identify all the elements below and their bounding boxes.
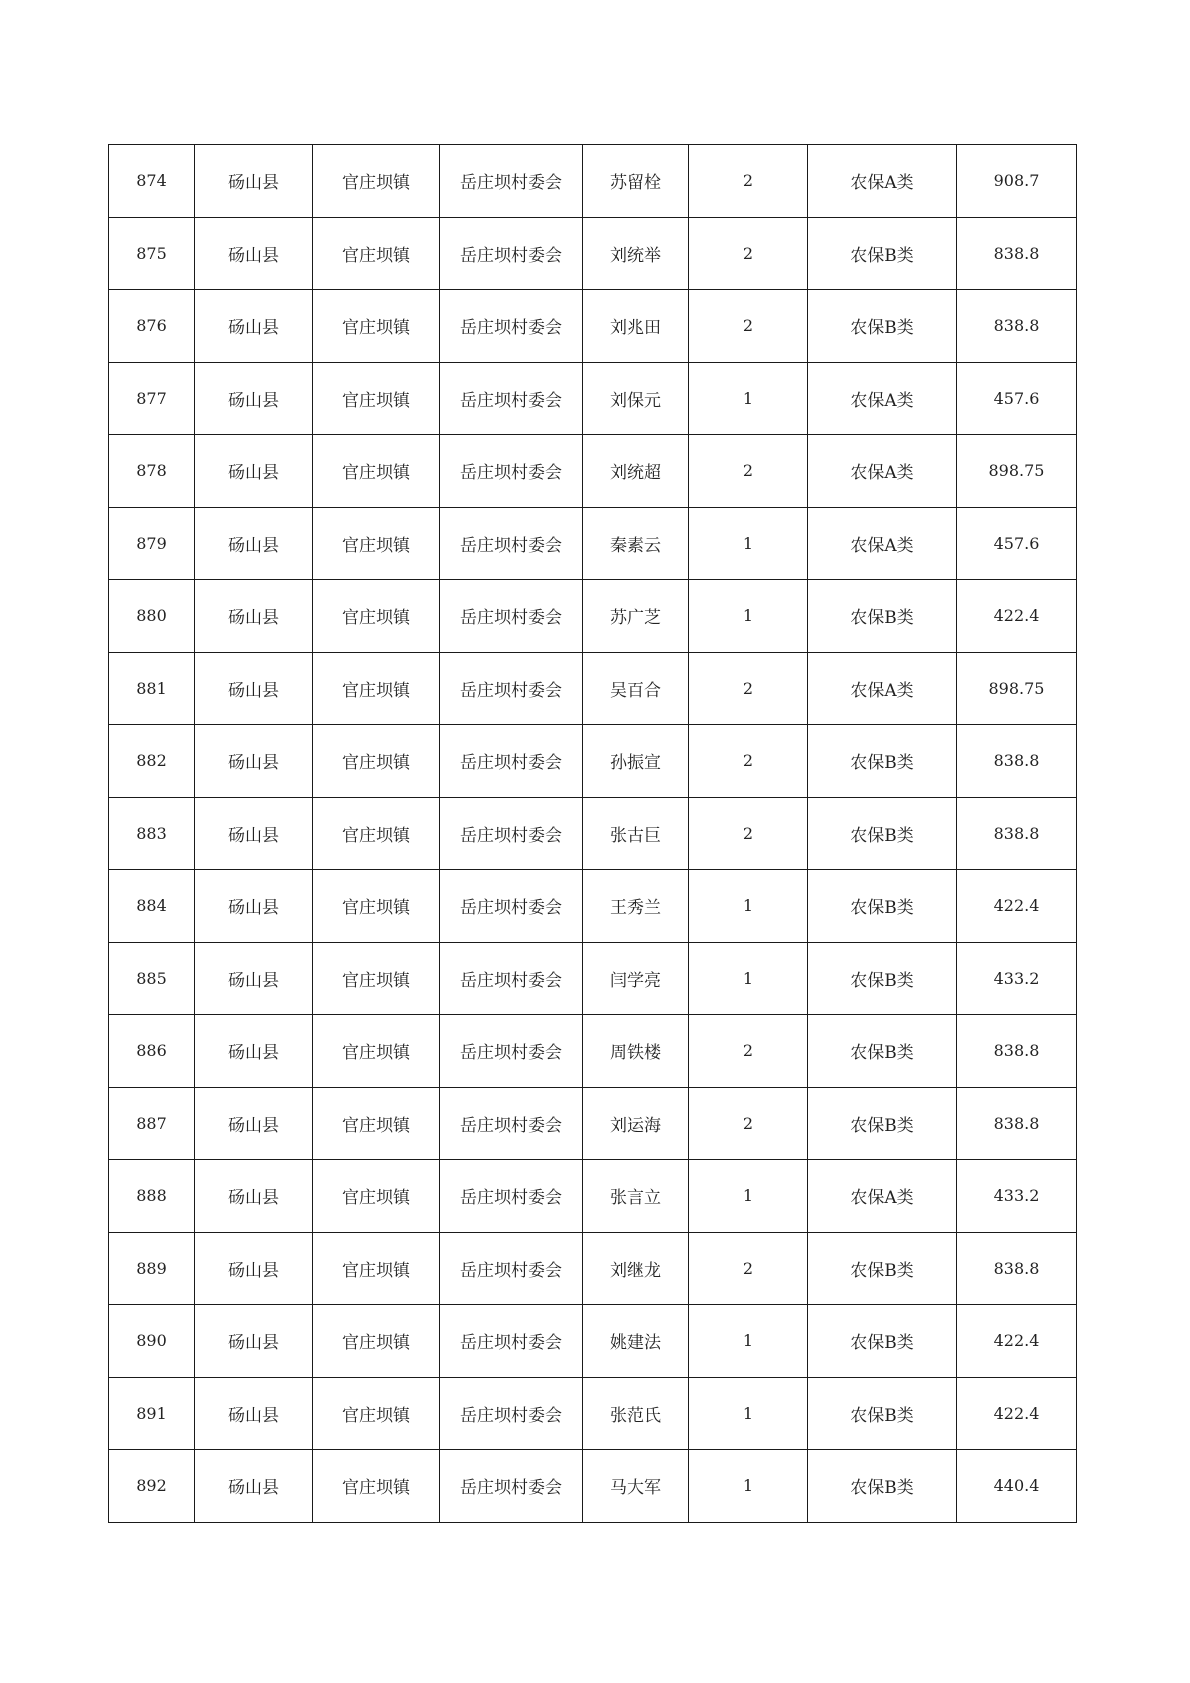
serial-number-cell: 882 xyxy=(109,725,195,798)
village-committee-cell: 岳庄坝村委会 xyxy=(440,362,583,435)
table-row xyxy=(109,217,1077,290)
insurance-category-cell: 农保A类 xyxy=(808,435,957,508)
village-committee-cell: 岳庄坝村委会 xyxy=(440,217,583,290)
county-cell: 砀山县 xyxy=(195,1450,313,1523)
household-count-cell: 1 xyxy=(689,942,808,1015)
county-cell: 砀山县 xyxy=(195,217,313,290)
household-count-cell: 1 xyxy=(689,580,808,653)
insurance-category-cell: 农保B类 xyxy=(808,580,957,653)
insurance-category-cell: 农保A类 xyxy=(808,362,957,435)
village-committee-cell: 岳庄坝村委会 xyxy=(440,797,583,870)
person-name-cell: 姚建法 xyxy=(583,1305,689,1378)
town-cell: 官庄坝镇 xyxy=(313,362,440,435)
serial-number-cell: 881 xyxy=(109,652,195,725)
household-count-cell: 1 xyxy=(689,1377,808,1450)
table-row xyxy=(109,1450,1077,1523)
amount-cell: 838.8 xyxy=(957,1232,1077,1305)
person-name-cell: 刘继龙 xyxy=(583,1232,689,1305)
table-row xyxy=(109,797,1077,870)
county-cell: 砀山县 xyxy=(195,1305,313,1378)
serial-number-cell: 885 xyxy=(109,942,195,1015)
county-cell: 砀山县 xyxy=(195,942,313,1015)
amount-cell: 422.4 xyxy=(957,1305,1077,1378)
amount-cell: 433.2 xyxy=(957,1160,1077,1233)
table-row xyxy=(109,435,1077,508)
table-row xyxy=(109,1160,1077,1233)
county-cell: 砀山县 xyxy=(195,725,313,798)
person-name-cell: 苏广芝 xyxy=(583,580,689,653)
insurance-category-cell: 农保A类 xyxy=(808,145,957,218)
village-committee-cell: 岳庄坝村委会 xyxy=(440,145,583,218)
county-cell: 砀山县 xyxy=(195,580,313,653)
county-cell: 砀山县 xyxy=(195,1160,313,1233)
amount-cell: 422.4 xyxy=(957,870,1077,943)
town-cell: 官庄坝镇 xyxy=(313,580,440,653)
amount-cell: 433.2 xyxy=(957,942,1077,1015)
household-count-cell: 2 xyxy=(689,435,808,508)
town-cell: 官庄坝镇 xyxy=(313,1160,440,1233)
household-count-cell: 2 xyxy=(689,290,808,363)
amount-cell: 838.8 xyxy=(957,797,1077,870)
serial-number-cell: 886 xyxy=(109,1015,195,1088)
person-name-cell: 刘统超 xyxy=(583,435,689,508)
serial-number-cell: 889 xyxy=(109,1232,195,1305)
amount-cell: 422.4 xyxy=(957,1377,1077,1450)
person-name-cell: 刘兆田 xyxy=(583,290,689,363)
serial-number-cell: 892 xyxy=(109,1450,195,1523)
village-committee-cell: 岳庄坝村委会 xyxy=(440,507,583,580)
table-row xyxy=(109,580,1077,653)
town-cell: 官庄坝镇 xyxy=(313,797,440,870)
insurance-category-cell: 农保B类 xyxy=(808,1450,957,1523)
serial-number-cell: 891 xyxy=(109,1377,195,1450)
person-name-cell: 刘统举 xyxy=(583,217,689,290)
person-name-cell: 张言立 xyxy=(583,1160,689,1233)
amount-cell: 838.8 xyxy=(957,217,1077,290)
insurance-category-cell: 农保A类 xyxy=(808,652,957,725)
insurance-category-cell: 农保A类 xyxy=(808,1160,957,1233)
table-row xyxy=(109,1087,1077,1160)
beneficiary-table xyxy=(108,144,1077,1523)
serial-number-cell: 887 xyxy=(109,1087,195,1160)
village-committee-cell: 岳庄坝村委会 xyxy=(440,942,583,1015)
amount-cell: 422.4 xyxy=(957,580,1077,653)
county-cell: 砀山县 xyxy=(195,1015,313,1088)
town-cell: 官庄坝镇 xyxy=(313,1232,440,1305)
person-name-cell: 张古巨 xyxy=(583,797,689,870)
amount-cell: 838.8 xyxy=(957,725,1077,798)
village-committee-cell: 岳庄坝村委会 xyxy=(440,1232,583,1305)
amount-cell: 838.8 xyxy=(957,1087,1077,1160)
household-count-cell: 2 xyxy=(689,145,808,218)
amount-cell: 898.75 xyxy=(957,435,1077,508)
household-count-cell: 2 xyxy=(689,217,808,290)
town-cell: 官庄坝镇 xyxy=(313,1087,440,1160)
table-row xyxy=(109,1015,1077,1088)
amount-cell: 457.6 xyxy=(957,507,1077,580)
town-cell: 官庄坝镇 xyxy=(313,725,440,798)
household-count-cell: 1 xyxy=(689,1160,808,1233)
person-name-cell: 苏留栓 xyxy=(583,145,689,218)
table-body xyxy=(109,145,1077,1523)
table-row xyxy=(109,1305,1077,1378)
village-committee-cell: 岳庄坝村委会 xyxy=(440,435,583,508)
village-committee-cell: 岳庄坝村委会 xyxy=(440,725,583,798)
serial-number-cell: 884 xyxy=(109,870,195,943)
serial-number-cell: 875 xyxy=(109,217,195,290)
insurance-category-cell: 农保B类 xyxy=(808,1232,957,1305)
person-name-cell: 周铁楼 xyxy=(583,1015,689,1088)
person-name-cell: 刘运海 xyxy=(583,1087,689,1160)
household-count-cell: 1 xyxy=(689,1305,808,1378)
village-committee-cell: 岳庄坝村委会 xyxy=(440,290,583,363)
person-name-cell: 王秀兰 xyxy=(583,870,689,943)
table-row xyxy=(109,145,1077,218)
village-committee-cell: 岳庄坝村委会 xyxy=(440,1087,583,1160)
insurance-category-cell: 农保B类 xyxy=(808,797,957,870)
amount-cell: 898.75 xyxy=(957,652,1077,725)
insurance-category-cell: 农保B类 xyxy=(808,1377,957,1450)
village-committee-cell: 岳庄坝村委会 xyxy=(440,580,583,653)
amount-cell: 838.8 xyxy=(957,1015,1077,1088)
town-cell: 官庄坝镇 xyxy=(313,507,440,580)
serial-number-cell: 878 xyxy=(109,435,195,508)
county-cell: 砀山县 xyxy=(195,362,313,435)
insurance-category-cell: 农保B类 xyxy=(808,290,957,363)
serial-number-cell: 877 xyxy=(109,362,195,435)
town-cell: 官庄坝镇 xyxy=(313,652,440,725)
household-count-cell: 2 xyxy=(689,797,808,870)
town-cell: 官庄坝镇 xyxy=(313,1377,440,1450)
person-name-cell: 吴百合 xyxy=(583,652,689,725)
serial-number-cell: 880 xyxy=(109,580,195,653)
town-cell: 官庄坝镇 xyxy=(313,1450,440,1523)
county-cell: 砀山县 xyxy=(195,1377,313,1450)
table-row xyxy=(109,507,1077,580)
amount-cell: 440.4 xyxy=(957,1450,1077,1523)
table-row xyxy=(109,652,1077,725)
table-row xyxy=(109,1377,1077,1450)
household-count-cell: 2 xyxy=(689,1087,808,1160)
serial-number-cell: 888 xyxy=(109,1160,195,1233)
village-committee-cell: 岳庄坝村委会 xyxy=(440,1015,583,1088)
amount-cell: 908.7 xyxy=(957,145,1077,218)
insurance-category-cell: 农保B类 xyxy=(808,942,957,1015)
table-row xyxy=(109,1232,1077,1305)
town-cell: 官庄坝镇 xyxy=(313,217,440,290)
insurance-category-cell: 农保B类 xyxy=(808,1087,957,1160)
insurance-category-cell: 农保B类 xyxy=(808,1305,957,1378)
county-cell: 砀山县 xyxy=(195,507,313,580)
person-name-cell: 刘保元 xyxy=(583,362,689,435)
insurance-category-cell: 农保B类 xyxy=(808,725,957,798)
town-cell: 官庄坝镇 xyxy=(313,1305,440,1378)
serial-number-cell: 874 xyxy=(109,145,195,218)
insurance-category-cell: 农保B类 xyxy=(808,870,957,943)
village-committee-cell: 岳庄坝村委会 xyxy=(440,1377,583,1450)
county-cell: 砀山县 xyxy=(195,797,313,870)
county-cell: 砀山县 xyxy=(195,290,313,363)
person-name-cell: 马大军 xyxy=(583,1450,689,1523)
insurance-category-cell: 农保A类 xyxy=(808,507,957,580)
household-count-cell: 1 xyxy=(689,1450,808,1523)
household-count-cell: 2 xyxy=(689,1232,808,1305)
person-name-cell: 孙振宣 xyxy=(583,725,689,798)
table-row xyxy=(109,362,1077,435)
town-cell: 官庄坝镇 xyxy=(313,870,440,943)
county-cell: 砀山县 xyxy=(195,1232,313,1305)
serial-number-cell: 890 xyxy=(109,1305,195,1378)
county-cell: 砀山县 xyxy=(195,145,313,218)
person-name-cell: 秦素云 xyxy=(583,507,689,580)
insurance-category-cell: 农保B类 xyxy=(808,217,957,290)
county-cell: 砀山县 xyxy=(195,652,313,725)
town-cell: 官庄坝镇 xyxy=(313,435,440,508)
village-committee-cell: 岳庄坝村委会 xyxy=(440,870,583,943)
village-committee-cell: 岳庄坝村委会 xyxy=(440,1160,583,1233)
town-cell: 官庄坝镇 xyxy=(313,145,440,218)
person-name-cell: 闫学亮 xyxy=(583,942,689,1015)
town-cell: 官庄坝镇 xyxy=(313,942,440,1015)
village-committee-cell: 岳庄坝村委会 xyxy=(440,1305,583,1378)
household-count-cell: 2 xyxy=(689,652,808,725)
table-row xyxy=(109,290,1077,363)
county-cell: 砀山县 xyxy=(195,435,313,508)
household-count-cell: 2 xyxy=(689,1015,808,1088)
village-committee-cell: 岳庄坝村委会 xyxy=(440,1450,583,1523)
household-count-cell: 1 xyxy=(689,870,808,943)
insurance-category-cell: 农保B类 xyxy=(808,1015,957,1088)
amount-cell: 457.6 xyxy=(957,362,1077,435)
village-committee-cell: 岳庄坝村委会 xyxy=(440,652,583,725)
serial-number-cell: 876 xyxy=(109,290,195,363)
household-count-cell: 1 xyxy=(689,362,808,435)
person-name-cell: 张范氏 xyxy=(583,1377,689,1450)
county-cell: 砀山县 xyxy=(195,870,313,943)
town-cell: 官庄坝镇 xyxy=(313,1015,440,1088)
town-cell: 官庄坝镇 xyxy=(313,290,440,363)
amount-cell: 838.8 xyxy=(957,290,1077,363)
household-count-cell: 1 xyxy=(689,507,808,580)
serial-number-cell: 879 xyxy=(109,507,195,580)
table-row xyxy=(109,725,1077,798)
serial-number-cell: 883 xyxy=(109,797,195,870)
table-row xyxy=(109,942,1077,1015)
table-row xyxy=(109,870,1077,943)
county-cell: 砀山县 xyxy=(195,1087,313,1160)
household-count-cell: 2 xyxy=(689,725,808,798)
